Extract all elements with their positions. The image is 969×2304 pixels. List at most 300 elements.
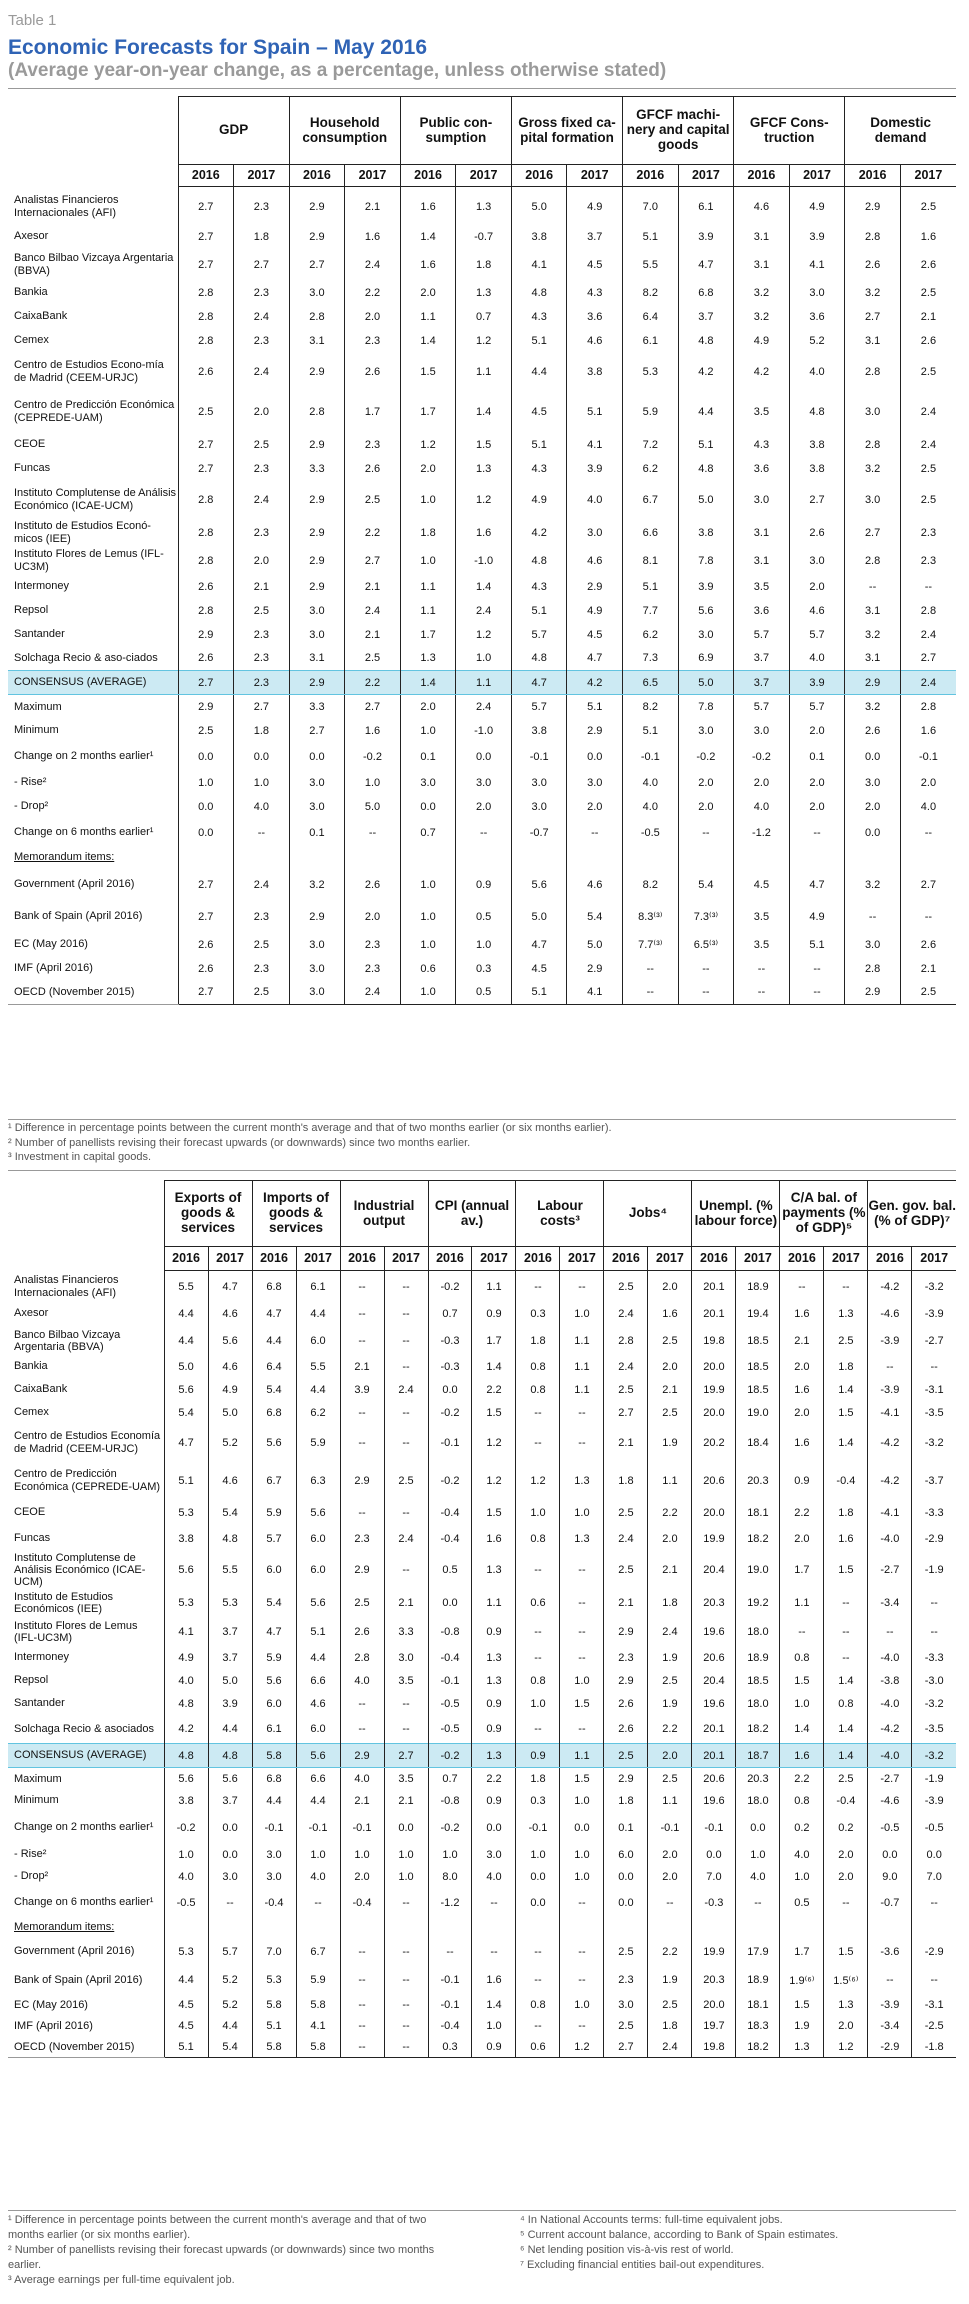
row-label: Government (April 2016) bbox=[14, 878, 135, 891]
data-cell bbox=[289, 847, 345, 869]
row-label: Bankia bbox=[14, 1360, 48, 1373]
data-cell: 0.3 bbox=[516, 1301, 560, 1327]
row-label: Axesor bbox=[14, 230, 49, 243]
data-cell: 2.9 bbox=[845, 981, 901, 1005]
data-cell: 1.4 bbox=[824, 1715, 868, 1744]
data-cell: 19.6 bbox=[692, 1618, 736, 1647]
data-cell: 2.9 bbox=[178, 695, 234, 719]
data-cell: 5.0 bbox=[678, 481, 734, 519]
row-label: Bankia bbox=[14, 286, 48, 299]
data-cell: -2.9 bbox=[912, 1526, 956, 1552]
page-subtitle: (Average year-on-year change, as a percentage, unless otherwise stated) bbox=[8, 60, 667, 81]
data-cell: 0.0 bbox=[567, 743, 623, 771]
data-cell: -- bbox=[789, 981, 845, 1005]
data-cell: 6.0 bbox=[296, 1327, 340, 1356]
data-cell: 5.1 bbox=[511, 981, 567, 1005]
data-cell: -1.2 bbox=[428, 1888, 472, 1918]
data-cell: 4.0 bbox=[623, 795, 679, 819]
data-cell: 1.6 bbox=[780, 1301, 824, 1327]
data-cell: 7.7 bbox=[623, 599, 679, 623]
data-cell: 0.8 bbox=[516, 1526, 560, 1552]
footnote: ³ Average earnings per full-time equivalent job. bbox=[8, 2274, 235, 2286]
table-row bbox=[8, 2016, 956, 2037]
table-row bbox=[8, 433, 956, 457]
data-cell: 2.7 bbox=[178, 249, 234, 281]
column-header: GFCF machi-nery and capital goods bbox=[623, 97, 734, 165]
data-cell: -2.7 bbox=[912, 1327, 956, 1356]
data-cell: 4.2 bbox=[678, 353, 734, 391]
data-cell: 5.6 bbox=[164, 1378, 208, 1402]
row-label: OECD (November 2015) bbox=[8, 981, 178, 1005]
data-cell: -3.2 bbox=[912, 1744, 956, 1768]
year-header: 2017 bbox=[384, 1247, 428, 1271]
data-cell: 1.3 bbox=[780, 2037, 824, 2058]
data-cell: 2.4 bbox=[900, 623, 956, 647]
data-cell: 4.6 bbox=[567, 547, 623, 575]
data-cell: 5.9 bbox=[252, 1647, 296, 1669]
year-header: 2016 bbox=[604, 1247, 648, 1271]
data-cell: 1.5 bbox=[472, 1500, 516, 1526]
data-cell: 2.3 bbox=[345, 933, 401, 957]
data-cell: -- bbox=[340, 1995, 384, 2016]
data-cell: -0.5 bbox=[623, 819, 679, 847]
data-cell: -2.7 bbox=[868, 1768, 912, 1790]
data-cell: 2.7 bbox=[289, 719, 345, 743]
data-cell bbox=[567, 847, 623, 869]
data-cell: 4.9 bbox=[789, 187, 845, 225]
data-cell: 5.4 bbox=[208, 1500, 252, 1526]
data-cell: 5.9 bbox=[296, 1424, 340, 1462]
data-cell bbox=[252, 1918, 296, 1938]
row-label: Funcas bbox=[14, 462, 51, 475]
data-cell: 19.9 bbox=[692, 1378, 736, 1402]
data-cell: 2.3 bbox=[234, 623, 290, 647]
data-cell: 2.6 bbox=[900, 329, 956, 353]
data-cell: 1.2 bbox=[472, 1424, 516, 1462]
footnotes-table-2-right bbox=[520, 2213, 956, 2273]
data-cell: 4.6 bbox=[567, 869, 623, 901]
data-cell: -- bbox=[208, 1888, 252, 1918]
data-cell: -- bbox=[868, 1618, 912, 1647]
data-cell bbox=[824, 1918, 868, 1938]
data-cell: 1.0 bbox=[472, 2016, 516, 2037]
table-row bbox=[8, 2037, 956, 2058]
data-cell: 5.1 bbox=[623, 719, 679, 743]
data-cell: 1.3 bbox=[472, 1669, 516, 1693]
data-cell: -- bbox=[734, 981, 790, 1005]
data-cell: 4.5 bbox=[567, 249, 623, 281]
data-cell: 2.4 bbox=[234, 869, 290, 901]
data-cell: 19.0 bbox=[736, 1552, 780, 1589]
data-cell: 4.9 bbox=[164, 1647, 208, 1669]
data-cell: -0.2 bbox=[345, 743, 401, 771]
table-row bbox=[8, 933, 956, 957]
data-cell: 2.6 bbox=[900, 249, 956, 281]
data-cell: 18.7 bbox=[736, 1744, 780, 1768]
data-cell: 8.2 bbox=[623, 695, 679, 719]
year-header: 2017 bbox=[560, 1247, 604, 1271]
data-cell: 2.5 bbox=[900, 457, 956, 481]
data-cell: 1.3 bbox=[456, 457, 512, 481]
data-cell: 2.7 bbox=[900, 647, 956, 671]
data-cell: 20.2 bbox=[692, 1424, 736, 1462]
data-cell: 3.1 bbox=[289, 329, 345, 353]
data-cell: 2.2 bbox=[648, 1938, 692, 1966]
data-cell: 3.0 bbox=[289, 981, 345, 1005]
data-cell: 6.8 bbox=[678, 281, 734, 305]
data-cell: -0.5 bbox=[164, 1888, 208, 1918]
data-cell: 3.0 bbox=[734, 719, 790, 743]
data-cell: 4.0 bbox=[296, 1866, 340, 1888]
data-cell: 2.3 bbox=[234, 187, 290, 225]
year-header: 2017 bbox=[789, 165, 845, 187]
data-cell: -- bbox=[824, 1888, 868, 1918]
data-cell: -3.5 bbox=[912, 1715, 956, 1744]
data-cell: 5.2 bbox=[208, 1995, 252, 2016]
data-cell: 3.8 bbox=[511, 719, 567, 743]
year-header: 2017 bbox=[567, 165, 623, 187]
data-cell: 2.4 bbox=[456, 599, 512, 623]
data-cell: 1.2 bbox=[456, 481, 512, 519]
data-cell: 4.8 bbox=[678, 457, 734, 481]
data-cell: 0.0 bbox=[736, 1812, 780, 1844]
data-cell: 8.2 bbox=[623, 869, 679, 901]
data-cell: 5.5 bbox=[623, 249, 679, 281]
data-cell: 2.6 bbox=[178, 933, 234, 957]
data-cell: 19.0 bbox=[736, 1402, 780, 1424]
data-cell: 4.8 bbox=[789, 391, 845, 433]
data-cell: 2.0 bbox=[234, 391, 290, 433]
data-cell: 3.9 bbox=[789, 671, 845, 695]
data-cell: -- bbox=[560, 1552, 604, 1589]
data-cell: 5.6 bbox=[296, 1744, 340, 1768]
row-label: CEOE bbox=[14, 438, 46, 451]
data-cell: -- bbox=[560, 1402, 604, 1424]
data-cell: 1.0 bbox=[516, 1500, 560, 1526]
data-cell: 2.5 bbox=[384, 1462, 428, 1500]
data-cell: 2.1 bbox=[345, 623, 401, 647]
data-cell: 2.9 bbox=[178, 623, 234, 647]
data-cell: 20.0 bbox=[692, 1402, 736, 1424]
data-cell: 0.9 bbox=[472, 1693, 516, 1715]
table-row bbox=[8, 1462, 956, 1500]
data-cell: 2.5 bbox=[900, 481, 956, 519]
data-cell: 18.5 bbox=[736, 1669, 780, 1693]
data-cell: 5.2 bbox=[208, 1966, 252, 1995]
data-cell: -- bbox=[900, 901, 956, 933]
data-cell: 1.8 bbox=[648, 2016, 692, 2037]
year-header: 2016 bbox=[845, 165, 901, 187]
data-cell: 2.3 bbox=[345, 433, 401, 457]
table-label: Table 1 bbox=[8, 12, 57, 29]
data-cell: 0.9 bbox=[472, 1715, 516, 1744]
table-row bbox=[8, 1844, 956, 1866]
data-cell: 2.0 bbox=[845, 795, 901, 819]
data-cell: 3.1 bbox=[845, 599, 901, 623]
data-cell bbox=[789, 847, 845, 869]
data-cell: 1.4 bbox=[824, 1424, 868, 1462]
data-cell: 5.0 bbox=[345, 795, 401, 819]
data-cell: 2.4 bbox=[648, 1618, 692, 1647]
data-cell: 1.5⁽⁶⁾ bbox=[824, 1966, 868, 1995]
table-row bbox=[8, 547, 956, 575]
table-row bbox=[8, 1589, 956, 1618]
data-cell: 5.3 bbox=[164, 1589, 208, 1618]
data-cell: -- bbox=[384, 2037, 428, 2058]
data-cell: 2.9 bbox=[340, 1462, 384, 1500]
data-cell: 6.6 bbox=[296, 1669, 340, 1693]
data-cell: -- bbox=[560, 1271, 604, 1301]
data-cell: 1.5 bbox=[780, 1669, 824, 1693]
data-cell: 2.6 bbox=[340, 1618, 384, 1647]
data-cell: 1.0 bbox=[400, 869, 456, 901]
data-cell: 2.9 bbox=[289, 547, 345, 575]
data-cell: -- bbox=[340, 2016, 384, 2037]
data-cell: 3.0 bbox=[456, 771, 512, 795]
data-cell: 20.1 bbox=[692, 1744, 736, 1768]
table-row bbox=[8, 957, 956, 981]
data-cell: 1.9 bbox=[648, 1424, 692, 1462]
data-cell: 1.6 bbox=[824, 1526, 868, 1552]
row-label: Cemex bbox=[14, 334, 49, 347]
footnote: ¹ Difference in percentage points between the current month's average and that of two months earlier (or six months earlier). bbox=[8, 2214, 427, 2241]
table-row bbox=[8, 1693, 956, 1715]
year-header: 2017 bbox=[456, 165, 512, 187]
data-cell: -0.1 bbox=[623, 743, 679, 771]
data-cell bbox=[178, 847, 234, 869]
data-cell: 2.6 bbox=[604, 1715, 648, 1744]
data-cell: -0.5 bbox=[912, 1812, 956, 1844]
data-cell: -2.9 bbox=[868, 2037, 912, 2058]
data-cell: 4.8 bbox=[164, 1744, 208, 1768]
row-label: Bank of Spain (April 2016) bbox=[14, 910, 143, 923]
data-cell: -- bbox=[567, 819, 623, 847]
data-cell: 2.8 bbox=[178, 481, 234, 519]
data-cell: 2.1 bbox=[384, 1790, 428, 1812]
data-cell: 5.8 bbox=[252, 2037, 296, 2058]
data-cell: 2.9 bbox=[604, 1669, 648, 1693]
data-cell: 0.0 bbox=[428, 1589, 472, 1618]
data-cell bbox=[428, 1918, 472, 1938]
data-cell: 5.0 bbox=[511, 187, 567, 225]
row-label: Maximum bbox=[14, 1772, 62, 1785]
data-cell: 5.4 bbox=[164, 1402, 208, 1424]
data-cell: -3.2 bbox=[912, 1424, 956, 1462]
row-label: Instituto de Estudios Econó-micos (IEE) bbox=[14, 520, 151, 545]
data-cell: 2.5 bbox=[340, 1589, 384, 1618]
row-label: Change on 2 months earlier¹ bbox=[14, 1821, 154, 1834]
data-cell: 2.0 bbox=[345, 901, 401, 933]
data-cell: -- bbox=[340, 1500, 384, 1526]
data-cell: -- bbox=[384, 1966, 428, 1995]
data-cell: 2.8 bbox=[845, 957, 901, 981]
data-cell: -0.1 bbox=[428, 1669, 472, 1693]
data-cell: 5.4 bbox=[678, 869, 734, 901]
data-cell: 1.3 bbox=[472, 1552, 516, 1589]
data-cell: -- bbox=[340, 1327, 384, 1356]
data-cell: -- bbox=[900, 575, 956, 599]
data-cell: 3.7 bbox=[678, 305, 734, 329]
data-cell: 2.1 bbox=[780, 1327, 824, 1356]
data-cell: 1.0 bbox=[345, 771, 401, 795]
data-cell: 4.2 bbox=[164, 1715, 208, 1744]
data-cell: 2.2 bbox=[345, 519, 401, 547]
data-cell: 3.0 bbox=[604, 1995, 648, 2016]
data-cell: 2.8 bbox=[178, 519, 234, 547]
data-cell: 2.4 bbox=[345, 599, 401, 623]
data-cell: 18.3 bbox=[736, 2016, 780, 2037]
row-label: Memorandum items: bbox=[14, 1921, 115, 1934]
data-cell: 5.1 bbox=[164, 2037, 208, 2058]
table-row bbox=[8, 1966, 956, 1995]
data-cell: -0.2 bbox=[164, 1812, 208, 1844]
data-cell: 3.0 bbox=[252, 1844, 296, 1866]
data-cell: -- bbox=[340, 1966, 384, 1995]
data-cell: 2.7 bbox=[289, 249, 345, 281]
data-cell: 5.0 bbox=[208, 1669, 252, 1693]
row-label: Minimum bbox=[14, 1794, 59, 1807]
data-cell: 7.0 bbox=[623, 187, 679, 225]
data-cell: 5.3 bbox=[164, 1500, 208, 1526]
data-cell: 1.0 bbox=[428, 1844, 472, 1866]
table-row bbox=[8, 695, 956, 719]
data-cell: 4.7 bbox=[678, 249, 734, 281]
data-cell: 2.7 bbox=[604, 1402, 648, 1424]
table-row bbox=[8, 1866, 956, 1888]
year-header: 2016 bbox=[868, 1247, 912, 1271]
data-cell: 2.5 bbox=[178, 391, 234, 433]
data-cell: 5.1 bbox=[511, 599, 567, 623]
data-cell: 5.6 bbox=[208, 1327, 252, 1356]
data-cell: 3.5 bbox=[734, 391, 790, 433]
data-cell: 2.9 bbox=[567, 957, 623, 981]
data-cell: -0.5 bbox=[868, 1812, 912, 1844]
data-cell: 4.4 bbox=[164, 1301, 208, 1327]
data-cell: 5.4 bbox=[208, 2037, 252, 2058]
data-cell: -0.2 bbox=[428, 1812, 472, 1844]
data-cell: 2.0 bbox=[824, 1844, 868, 1866]
data-cell: 1.6 bbox=[472, 1526, 516, 1552]
data-cell: -0.2 bbox=[428, 1271, 472, 1301]
data-cell: -3.8 bbox=[868, 1669, 912, 1693]
data-cell: 3.7 bbox=[208, 1647, 252, 1669]
corner-blank bbox=[8, 97, 178, 165]
data-cell: 5.6 bbox=[511, 869, 567, 901]
data-cell: 18.2 bbox=[736, 1526, 780, 1552]
table-row bbox=[8, 719, 956, 743]
table-row bbox=[8, 1301, 956, 1327]
data-cell: 9.0 bbox=[868, 1866, 912, 1888]
data-cell: 5.6 bbox=[296, 1500, 340, 1526]
data-cell: 0.0 bbox=[560, 1812, 604, 1844]
data-cell: 2.7 bbox=[604, 2037, 648, 2058]
data-cell: -3.9 bbox=[868, 1995, 912, 2016]
data-cell: -- bbox=[824, 1647, 868, 1669]
data-cell: 1.1 bbox=[400, 599, 456, 623]
data-cell: 2.4 bbox=[384, 1378, 428, 1402]
data-cell: 20.0 bbox=[692, 1356, 736, 1378]
data-cell: 1.3 bbox=[472, 1647, 516, 1669]
data-cell: 19.8 bbox=[692, 2037, 736, 2058]
data-cell: 2.7 bbox=[234, 695, 290, 719]
data-cell: 4.4 bbox=[164, 1966, 208, 1995]
row-label: - Drop² bbox=[14, 1870, 49, 1883]
row-label: Instituto Complutense de Análisis Económico (ICAE-UCM) bbox=[14, 487, 177, 512]
data-cell: -- bbox=[516, 1424, 560, 1462]
data-cell bbox=[648, 1918, 692, 1938]
data-cell: 5.4 bbox=[252, 1378, 296, 1402]
data-cell: 4.4 bbox=[511, 353, 567, 391]
data-cell: -- bbox=[384, 1301, 428, 1327]
data-cell: 2.9 bbox=[289, 901, 345, 933]
forecast-table-2 bbox=[8, 1180, 956, 2058]
data-cell: 3.0 bbox=[289, 771, 345, 795]
table-row bbox=[8, 819, 956, 847]
data-cell: 1.5 bbox=[400, 353, 456, 391]
data-cell: 20.6 bbox=[692, 1768, 736, 1790]
data-cell: 2.8 bbox=[178, 305, 234, 329]
data-cell: -0.4 bbox=[428, 1526, 472, 1552]
data-cell: 5.7 bbox=[252, 1526, 296, 1552]
table-row bbox=[8, 1888, 956, 1918]
data-cell: 0.0 bbox=[178, 743, 234, 771]
data-cell: 20.6 bbox=[692, 1462, 736, 1500]
data-cell: 0.5 bbox=[428, 1552, 472, 1589]
data-cell: 6.0 bbox=[252, 1693, 296, 1715]
data-cell: 0.0 bbox=[456, 743, 512, 771]
data-cell: 1.1 bbox=[560, 1356, 604, 1378]
data-cell: 6.7 bbox=[252, 1462, 296, 1500]
data-cell: -1.8 bbox=[912, 2037, 956, 2058]
data-cell: 7.8 bbox=[678, 695, 734, 719]
data-cell: 2.2 bbox=[472, 1768, 516, 1790]
data-cell: 2.0 bbox=[648, 1744, 692, 1768]
data-cell bbox=[734, 847, 790, 869]
row-label: Cemex bbox=[14, 1406, 49, 1419]
data-cell: 20.4 bbox=[692, 1669, 736, 1693]
data-cell: 5.2 bbox=[208, 1424, 252, 1462]
data-cell: 2.6 bbox=[178, 957, 234, 981]
data-cell: 2.0 bbox=[648, 1526, 692, 1552]
data-cell: -0.2 bbox=[678, 743, 734, 771]
data-cell: 20.4 bbox=[692, 1552, 736, 1589]
data-cell: 0.0 bbox=[845, 743, 901, 771]
data-cell: 3.2 bbox=[845, 695, 901, 719]
data-cell: 18.1 bbox=[736, 1500, 780, 1526]
data-cell: 5.3 bbox=[164, 1938, 208, 1966]
data-cell bbox=[780, 1918, 824, 1938]
consensus-row bbox=[8, 1744, 956, 1768]
data-cell: 2.3 bbox=[604, 1647, 648, 1669]
data-cell: -0.3 bbox=[428, 1327, 472, 1356]
data-cell: 4.4 bbox=[252, 1327, 296, 1356]
data-cell: 4.8 bbox=[208, 1744, 252, 1768]
data-cell: -- bbox=[340, 1271, 384, 1301]
data-cell: -3.9 bbox=[868, 1378, 912, 1402]
data-cell bbox=[345, 847, 401, 869]
data-cell: -- bbox=[296, 1888, 340, 1918]
data-cell: 1.5 bbox=[824, 1938, 868, 1966]
data-cell: 0.0 bbox=[868, 1844, 912, 1866]
data-cell: 2.0 bbox=[648, 1866, 692, 1888]
data-cell: 2.8 bbox=[845, 225, 901, 249]
data-cell: 18.9 bbox=[736, 1271, 780, 1301]
data-cell: 6.3 bbox=[296, 1462, 340, 1500]
year-header: 2016 bbox=[734, 165, 790, 187]
data-cell: 18.2 bbox=[736, 1715, 780, 1744]
data-cell: 1.1 bbox=[400, 305, 456, 329]
data-cell: 2.3 bbox=[234, 671, 290, 695]
